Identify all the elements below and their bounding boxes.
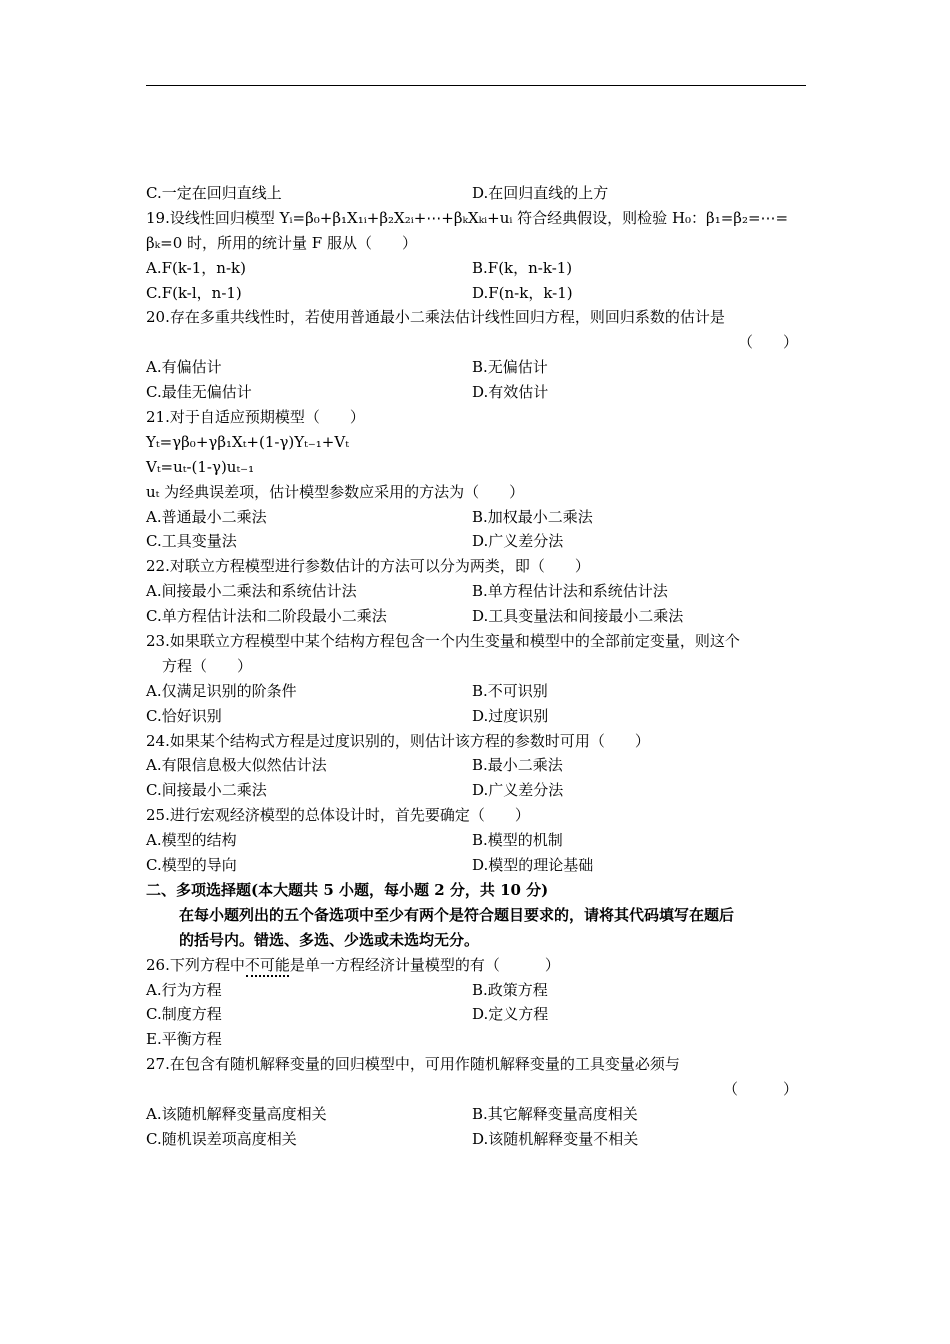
q24-options-cd [146,778,806,803]
q19-stem-line2: βₖ=0 时，所用的统计量 F 服从（ ） [146,233,417,252]
option-b: B.其它解释变量高度相关 [472,1104,638,1123]
option-d: D.广义差分法 [472,532,564,551]
q23-stem-line1: 23.如果联立方程模型中某个结构方程包含一个内生变量和模型中的全部前定变量，则这个 [146,632,740,651]
option-c: C.模型的导向 [146,856,237,875]
option-c: C.间接最小二乘法 [146,781,267,800]
q21-equation-1: Yₜ=γβ₀+γβ₁Xₜ+(1-γ)Yₜ₋₁+Vₜ [146,432,349,451]
q22-options-cd [146,604,806,629]
q22-stem: 22.对联立方程模型进行参数估计的方法可以分为两类，即（ ） [146,557,590,576]
option-d: D.F(n-k，k-1) [472,283,573,302]
q24-stem: 24.如果某个结构式方程是过度识别的，则估计该方程的参数时可用（ ） [146,731,650,750]
option-b: B.政策方程 [472,980,548,999]
option-b: B.不可识别 [472,681,548,700]
q26-stem-post: 是单一方程经济计量模型的有（ ） [289,955,560,974]
q22-options-ab [146,579,806,604]
q27-options-cd [146,1127,806,1152]
q21-options-ab [146,505,806,530]
option-c: C.随机误差项高度相关 [146,1129,297,1148]
option-d: D.在回归直线的上方 [472,184,609,202]
option-a: A.该随机解释变量高度相关 [146,1104,327,1123]
q26-options-ab [146,978,806,1003]
option-c: C.工具变量法 [146,532,237,551]
option-a: A.仅满足识别的阶条件 [146,681,297,700]
option-b: B.单方程估计法和系统估计法 [472,582,668,601]
option-d: D.定义方程 [472,1005,549,1024]
section-2-instructions-1: 在每小题列出的五个备选项中至少有两个是符合题目要求的，请将其代码填写在题后 [179,905,735,924]
option-b: B.最小二乘法 [472,756,563,775]
q26-options-cd [146,1002,806,1027]
q21-options-cd [146,529,806,554]
option-b: B.无偏估计 [472,358,548,377]
option-b: B.模型的机制 [472,831,563,850]
q26-option-e: E.平衡方程 [146,1030,222,1049]
section-2-instructions-2: 的括号内。错选、多选、少选或未选均无分。 [179,930,480,949]
option-b: B.F(k，n-k-1) [472,258,573,277]
q25-options-cd [146,853,806,878]
q26-stem-pre: 26.下列方程中 [146,955,245,974]
q18-options-cd [146,181,806,206]
option-c: C.一定在回归直线上 [146,184,282,202]
option-a: A.有偏估计 [146,358,222,377]
q25-stem: 25.进行宏观经济模型的总体设计时，首先要确定（ ） [146,806,530,825]
q19-options-ab [146,256,806,281]
q25-options-ab [146,828,806,853]
exam-page [146,181,806,1152]
q21-equation-2: Vₜ=uₜ-(1-γ)uₜ₋₁ [146,457,255,476]
q26-stem-emphasis: 不可能 [244,955,290,974]
option-d: D.有效估计 [472,383,549,402]
q26-stem [146,953,806,978]
option-a: A.F(k-1，n-k) [146,258,246,277]
header-rule [146,85,806,86]
option-c: C.单方程估计法和二阶段最小二乘法 [146,607,387,626]
q20-options-cd [146,380,806,405]
q20-answer-paren: （ ） [737,333,798,352]
section-2-title: 二、多项选择题(本大题共 5 小题，每小题 2 分，共 10 分) [146,880,549,899]
q23-stem-line2: 方程（ ） [162,656,253,675]
option-a: A.行为方程 [146,980,222,999]
option-c: C.F(k-l，n-1) [146,283,242,302]
option-b: B.加权最小二乘法 [472,507,593,526]
q19-options-cd [146,281,806,306]
option-d: D.该随机解释变量不相关 [472,1129,639,1148]
option-a: A.有限信息极大似然估计法 [146,756,327,775]
q27-options-ab [146,1102,806,1127]
q21-stem: 21.对于自适应预期模型（ ） [146,408,365,427]
option-a: A.普通最小二乘法 [146,507,267,526]
option-d: D.工具变量法和间接最小二乘法 [472,607,684,626]
q27-stem: 27.在包含有随机解释变量的回归模型中，可用作随机解释变量的工具变量必须与 [146,1055,680,1074]
q24-options-ab [146,753,806,778]
q23-options-ab [146,679,806,704]
q21-stem-2: uₜ 为经典误差项，估计模型参数应采用的方法为（ ） [146,482,525,501]
option-d: D.广义差分法 [472,781,564,800]
option-d: D.模型的理论基础 [472,856,594,875]
q20-options-ab [146,355,806,380]
q27-answer-paren: （ ） [722,1080,798,1099]
q19-stem-line1: 19.设线性回归模型 Yᵢ=β₀+β₁X₁ᵢ+β₂X₂ᵢ+⋯+βₖXₖᵢ+uᵢ 符合经典假设，则检验 H₀：β₁=β₂=⋯= [146,208,789,227]
option-a: A.间接最小二乘法和系统估计法 [146,582,357,601]
q23-options-cd [146,704,806,729]
q20-stem: 20.存在多重共线性时，若使用普通最小二乘法估计线性回归方程，则回归系数的估计是 [146,308,725,327]
option-d: D.过度识别 [472,706,549,725]
option-a: A.模型的结构 [146,831,237,850]
option-c: C.恰好识别 [146,706,222,725]
option-c: C.最佳无偏估计 [146,383,252,402]
option-c: C.制度方程 [146,1005,222,1024]
